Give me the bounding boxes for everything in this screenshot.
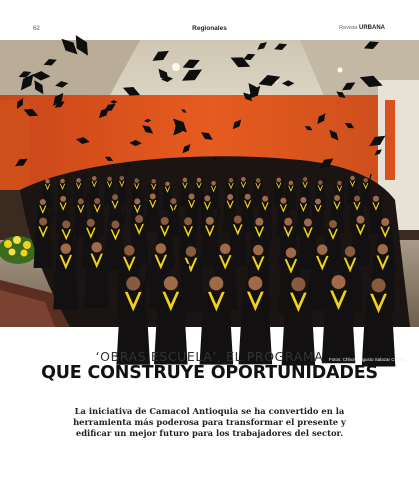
lead-line: La iniciativa de Camacol Antioquia se ha convertido en la xyxy=(74,406,345,416)
page-number: 62 xyxy=(33,26,40,32)
article-lead xyxy=(60,406,359,439)
lead-line: herramienta más poderosa para transformar el presente y xyxy=(73,417,346,427)
photo-credit: Fotos: Chhon Augusto Salazar Correa xyxy=(328,357,405,362)
right-wall-accent xyxy=(385,100,395,180)
graduation-photo-illustration xyxy=(0,40,419,327)
magazine-prefix: Revista xyxy=(339,25,358,31)
section-title: Regionales xyxy=(192,25,227,32)
lead-line: edificar un mejor futuro para los trabajadores del sector. xyxy=(75,428,344,438)
magazine-brand xyxy=(339,25,385,31)
article-kicker: ‘OBRAS ESCUELA’, EL PROGRAMA xyxy=(95,349,324,364)
page-header xyxy=(0,0,419,40)
ceiling-light xyxy=(172,63,180,71)
article-headline: QUE CONSTRUYE OPORTUNIDADES xyxy=(41,363,378,383)
ceiling-light xyxy=(338,68,343,73)
magazine-name: URBANA xyxy=(359,25,385,31)
left-wall-column xyxy=(0,100,30,190)
